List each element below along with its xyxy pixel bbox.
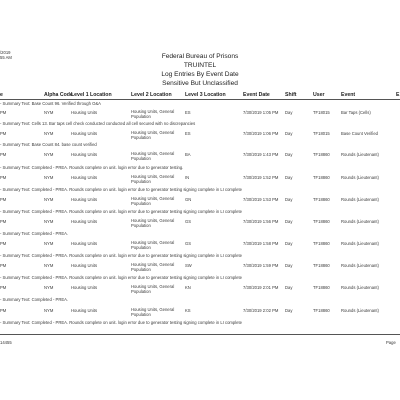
report-run-date: /2019: [0, 50, 11, 55]
row-level2: Housing Units, General Population: [131, 240, 175, 250]
row-time: PM: [0, 241, 7, 246]
classification-label: Sensitive But Unclassified: [162, 80, 238, 87]
row-event: Rounds (Lieutenant): [341, 175, 379, 180]
row-event: Rounds (Lieutenant): [341, 219, 379, 224]
col-header-level1: Level 1 Location: [71, 92, 112, 98]
row-level1: Housing Units: [71, 219, 98, 224]
row-event: Rounds (Lieutenant): [341, 152, 379, 157]
row-event: Rounds (Lieutenant): [341, 263, 379, 268]
row-event-date: 7/30/2019 1:05 PM: [243, 110, 279, 115]
row-level2: Housing Units, General Population: [131, 196, 175, 206]
row-alpha: NYM: [44, 110, 54, 115]
row-event: Rounds (Lieutenant): [341, 308, 379, 313]
row-level1: Housing Units: [71, 263, 98, 268]
row-summary: - Summary Text: Completed - PREA.: [0, 297, 69, 302]
row-event: Base Count Verified: [341, 131, 379, 136]
row-event-date: 7/30/2019 2:02 PM: [243, 308, 279, 313]
row-level3: GS: [185, 241, 192, 246]
row-shift: Day: [285, 152, 293, 157]
row-event: Rounds (Lieutenant): [341, 285, 379, 290]
row-level3: KS: [185, 308, 191, 313]
row-level3: GN: [185, 197, 192, 202]
row-event-date: 7/30/2019 1:43 PM: [243, 152, 279, 157]
row-level1: Housing Units: [71, 110, 98, 115]
row-time: PM: [0, 131, 7, 136]
row-time: PM: [0, 175, 7, 180]
row-level2: Housing Units, General Population: [131, 307, 175, 317]
row-event: Rounds (Lieutenant): [341, 241, 379, 246]
col-header-user: User: [313, 92, 325, 98]
row-level1: Housing Units: [71, 197, 98, 202]
row-alpha: NYM: [44, 219, 54, 224]
row-alpha: NYM: [44, 197, 54, 202]
col-header-level2: Level 2 Location: [131, 92, 172, 98]
row-level1: Housing Units: [71, 241, 98, 246]
row-time: PM: [0, 197, 7, 202]
row-shift: Day: [285, 285, 293, 290]
row-shift: Day: [285, 263, 293, 268]
row-summary: - Summary Text: Cells 13. Bar taps cell check conducted conducted all cell secured with no discrepancies: [0, 121, 196, 126]
system-name: TRUINTEL: [183, 62, 217, 69]
row-user: TF18860: [313, 152, 330, 157]
row-level1: Housing Units: [71, 152, 98, 157]
report-title: Log Entries By Event Date: [161, 71, 239, 78]
row-user: TF18860: [313, 197, 330, 202]
row-alpha: NYM: [44, 241, 54, 246]
row-level2: Housing Units, General Population: [131, 284, 175, 294]
row-level1: Housing Units: [71, 308, 98, 313]
row-shift: Day: [285, 219, 293, 224]
col-header-event: Event: [341, 92, 356, 98]
row-alpha: NYM: [44, 263, 54, 268]
col-header-alpha: Alpha Code: [44, 92, 73, 98]
row-summary: - Summary Text: Completed - PREA. Rounds complete on unit. login error due to generator testing.: [0, 165, 184, 170]
row-level1: Housing Units: [71, 285, 98, 290]
row-shift: Day: [285, 131, 293, 136]
row-event-date: 7/30/2019 1:58 PM: [243, 241, 279, 246]
row-summary: - Summary Text: Completed - PREA. Rounds complete on unit. login error due to generator testing signing complete in LI complete: [0, 209, 242, 214]
row-level2: Housing Units, General Population: [131, 174, 175, 184]
row-shift: Day: [285, 110, 293, 115]
row-time: PM: [0, 152, 7, 157]
col-header-time: e: [0, 92, 3, 98]
row-user: TF18860: [313, 285, 330, 290]
col-header-eventdate: Event Date: [243, 92, 270, 98]
row-level3: ES: [185, 131, 191, 136]
row-user: TF18860: [313, 241, 330, 246]
footer-page-label: Page: [386, 340, 396, 345]
row-level3: IN: [185, 175, 190, 180]
row-level1: Housing Units: [71, 175, 98, 180]
row-event-date: 7/30/2019 1:59 PM: [243, 263, 279, 268]
row-level2: Housing Units, General Population: [131, 262, 175, 272]
row-event: Bar Taps (Cells): [341, 110, 371, 115]
col-header-e: E: [396, 92, 400, 98]
row-level3: GS: [185, 219, 192, 224]
row-level2: Housing Units, General Population: [131, 151, 175, 161]
row-summary: - Summary Text: Completed - PREA. Rounds complete on unit. login error due to generator testing signing complete in LI complete: [0, 253, 242, 258]
row-level2: Housing Units, General Population: [131, 109, 175, 119]
row-user: TF18860: [313, 308, 330, 313]
row-alpha: NYM: [44, 285, 54, 290]
row-level2: Housing Units, General Population: [131, 130, 175, 140]
agency-name: Federal Bureau of Prisons: [161, 53, 239, 60]
row-level2: Housing Units, General Population: [131, 218, 175, 228]
row-user: TF18860: [313, 263, 330, 268]
row-summary: - Summary Text: Completed - PREA.: [0, 231, 69, 236]
row-user: TF18860: [313, 219, 330, 224]
row-event-date: 7/30/2019 1:53 PM: [243, 197, 279, 202]
row-alpha: NYM: [44, 152, 54, 157]
footer-divider: [0, 334, 400, 335]
row-time: PM: [0, 219, 7, 224]
row-summary: - Summary Text: Completed - PREA. Rounds complete on unit. login error due to generator testing signing complete in LI complete: [0, 187, 242, 192]
row-alpha: NYM: [44, 131, 54, 136]
row-user: TF18860: [313, 175, 330, 180]
row-shift: Day: [285, 175, 293, 180]
row-summary: - Summary Text: Completed - PREA. Rounds complete on unit. login error due to generator testing signing complete in LI complete: [0, 275, 242, 280]
row-time: PM: [0, 308, 7, 313]
row-alpha: NYM: [44, 308, 54, 313]
row-event-date: 7/30/2019 2:01 PM: [243, 285, 279, 290]
row-summary: - Summary Text: Base Count 84. base count verified: [0, 142, 97, 147]
header-divider: [0, 99, 400, 100]
row-level3: BA: [185, 152, 191, 157]
pre-summary-text: - Summary Text: Base Count 96. Verified through O&A: [0, 101, 101, 106]
row-event: Rounds (Lieutenant): [341, 197, 379, 202]
row-alpha: NYM: [44, 175, 54, 180]
row-level3: ES: [185, 110, 191, 115]
report-run-time: 55 AM: [0, 55, 12, 60]
footer-left-code: 14455: [0, 340, 12, 345]
row-shift: Day: [285, 241, 293, 246]
row-event-date: 7/30/2019 1:56 PM: [243, 219, 279, 224]
row-time: PM: [0, 263, 7, 268]
row-level3: SW: [185, 263, 192, 268]
row-summary: - Summary Text: Completed - PREA. Rounds complete on unit. login error due to generator testing signing complete in LI complete: [0, 320, 242, 325]
row-event-date: 7/30/2019 1:06 PM: [243, 131, 279, 136]
row-shift: Day: [285, 197, 293, 202]
row-level3: KN: [185, 285, 191, 290]
col-header-level3: Level 3 Location: [185, 92, 226, 98]
row-user: TF18015: [313, 110, 330, 115]
row-time: PM: [0, 110, 7, 115]
row-time: PM: [0, 285, 7, 290]
row-level1: Housing Units: [71, 131, 98, 136]
row-event-date: 7/30/2019 1:52 PM: [243, 175, 279, 180]
col-header-shift: Shift: [285, 92, 297, 98]
row-shift: Day: [285, 308, 293, 313]
row-user: TF18015: [313, 131, 330, 136]
